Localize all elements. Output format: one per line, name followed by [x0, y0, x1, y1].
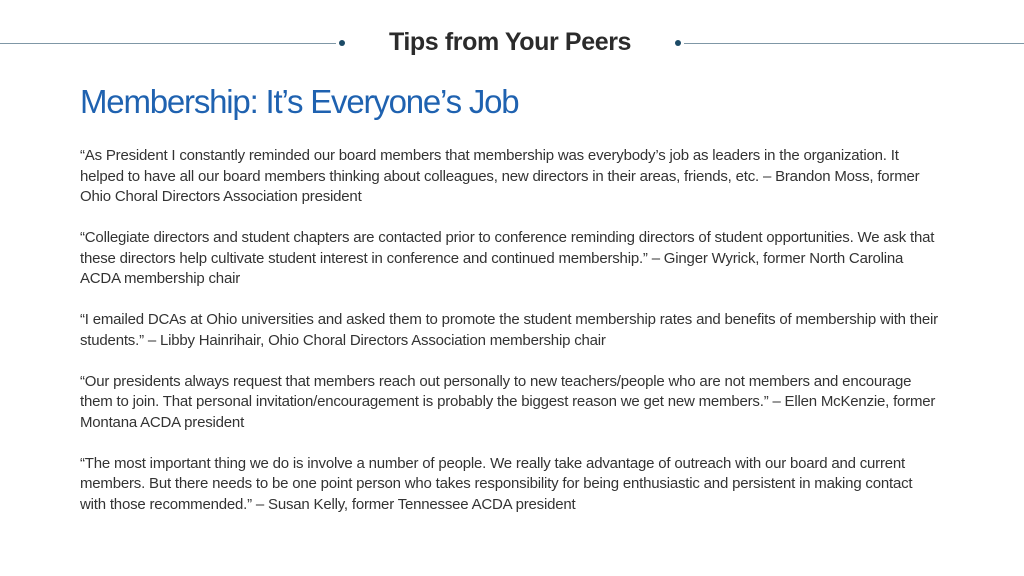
- quote-ellen-mckenzie: “Our presidents always request that members reach out personally to new teachers/people who are not members and encourage them to join. That personal invitation/encouragement is probably the biggest reason we get new members.” – Ellen McKenzie, former Montana ACDA president: [80, 372, 936, 431]
- quote-list: [80, 146, 940, 536]
- slide-title: Membership: It’s Everyone’s Job: [80, 83, 519, 120]
- banner-title: Tips from Your Peers: [388, 28, 632, 56]
- bullet-dot-right-icon: [675, 40, 681, 46]
- quote-susan-kelly: “The most important thing we do is involve a number of people. We really take advantage of outreach with our board and current members. But there needs to be one point person who takes responsibility for being enthusiastic and persistent in making contact with those recommended.” – Susan Kelly, former Tennessee ACDA president: [80, 454, 913, 513]
- bullet-dot-left-icon: [339, 40, 345, 46]
- quote-libby-hainrihair: “I emailed DCAs at Ohio universities and asked them to promote the student membership rates and benefits of membership with their students.” – Libby Hainrihair, Ohio Choral Directors Association membership chair: [80, 311, 938, 349]
- quote-brandon-moss: “As President I constantly reminded our board members that membership was everybody’s job as leaders in the organization. It helped to have all our board members thinking about colleagues, new directors in their areas, friends, etc. – Brandon Moss, former Ohio Choral Directors Association president: [80, 147, 920, 205]
- quote-ginger-wyrick: “Collegiate directors and student chapters are contacted prior to conference reminding directors of student opportunities. We ask that these directors help cultivate student interest in conference and continued membership.” – Ginger Wyrick, former North Carolina ACDA membership chair: [80, 229, 935, 287]
- header-rule-left: [0, 43, 336, 44]
- header-banner: [0, 22, 1024, 66]
- header-rule-right: [684, 43, 1024, 44]
